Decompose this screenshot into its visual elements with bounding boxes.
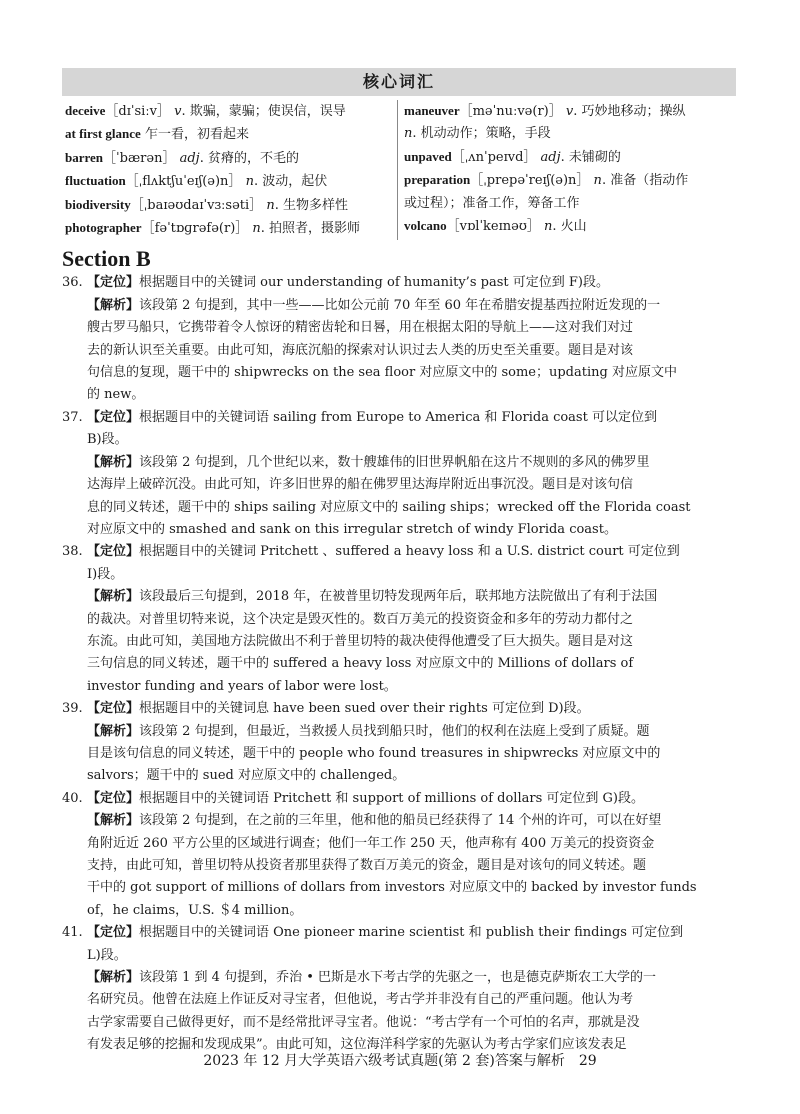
question-item	[62, 272, 736, 406]
question-number: 36.	[62, 275, 83, 291]
analysis-text: investor funding and years of labor were lost。	[87, 678, 397, 694]
analysis-line	[87, 609, 736, 631]
analysis-text: 的裁决。对普里切特来说，这个决定是毁灭性的。数百万美元的投资资金和多年的劳动力都付之	[87, 611, 634, 627]
analysis-text: 去的新认识至关重要。由此可知，海底沉船的探索对认识过去人类的历史至关重要。题目是对该	[87, 342, 634, 358]
vocab-pos: n	[539, 219, 553, 235]
analysis-text: 该段第 2 句提到，其中一些——比如公元前 70 年至 60 年在希腊安提基西拉附近发现的一	[139, 297, 661, 313]
vocab-entry-right	[404, 123, 736, 145]
analysis-block	[62, 452, 736, 542]
analysis-line	[87, 676, 736, 698]
analysis-block	[62, 295, 736, 407]
vocab-word: preparation	[404, 172, 471, 188]
analysis-line	[87, 967, 736, 989]
vocab-definition: . 机动动作；策略，手段	[412, 126, 551, 142]
analysis-tag: 【解析】	[87, 454, 140, 470]
analysis-line	[87, 833, 736, 855]
vocab-definition: . 巧妙地移动；操纵	[573, 104, 686, 119]
analysis-tag: 【解析】	[87, 589, 140, 605]
vocab-word: biodiversity	[65, 196, 131, 212]
question-item	[62, 541, 736, 698]
analysis-line	[87, 721, 736, 743]
vocab-pos: v	[170, 104, 182, 119]
vocab-pos: adj	[175, 150, 200, 166]
analysis-line	[87, 810, 736, 832]
locate-tag: 【定位】	[87, 701, 140, 717]
analysis-line	[87, 989, 736, 1011]
vocab-phonetic: ［ˌʌnˈpeɪvd］	[451, 149, 537, 165]
analysis-text: 该段第 2 句提到，在之前的三年里，他和他的船员已经获得了 14 个州的许可，可以在好望	[139, 813, 662, 829]
vocab-definition: . 生物多样性	[274, 197, 348, 213]
locate-line	[62, 922, 736, 944]
analysis-line	[87, 340, 736, 362]
question-item	[62, 922, 736, 1056]
locate-text: 根据题目中的关键词息 have been sued over their rights 可定位到 D)段。	[139, 701, 590, 717]
question-item	[62, 407, 736, 541]
vocab-entry-right	[404, 215, 736, 238]
locate-text: L)段。	[87, 947, 127, 963]
question-number: 37.	[62, 409, 83, 425]
locate-text: 根据题目中的关键词语 sailing from Europe to America 和 Florida coast 可以定位到	[139, 409, 657, 425]
locate-line	[62, 429, 736, 451]
question-number: 41.	[62, 925, 83, 941]
analysis-tag: 【解析】	[87, 723, 140, 739]
locate-line	[62, 564, 736, 586]
vocab-pos: n	[241, 174, 254, 190]
vocab-definition: . 拍照者，摄影师	[260, 221, 361, 237]
vocab-phonetic: ［vɒlˈkeɪnəʊ］	[446, 219, 540, 235]
analysis-text: 的 new。	[87, 387, 145, 403]
vocab-definition: . 贫瘠的，不毛的	[199, 150, 299, 166]
locate-line	[62, 788, 736, 810]
vocab-word: unpaved	[404, 148, 452, 164]
analysis-block	[62, 810, 736, 922]
vocab-definition: . 波动，起伏	[253, 174, 328, 190]
vocab-phonetic: ［ˈbærən］	[103, 150, 176, 166]
analysis-line	[87, 900, 736, 922]
vocab-entry-left	[65, 100, 397, 123]
analysis-text: 名研究员。他曾在法庭上作证反对寻宝者，但他说，考古学并非没有自己的严重问题。他认为考	[87, 992, 634, 1008]
vocab-definition: . 准备（指动作	[601, 173, 689, 189]
analysis-text: 息的同义转述，题干中的 ships sailing 对应原文中的 sailing ships；wrecked off the Florida coast	[87, 499, 691, 515]
vocab-left-column	[62, 100, 397, 240]
question-number: 39.	[62, 701, 83, 717]
vocab-word: barren	[65, 149, 104, 165]
vocab-phonetic: ［dɪˈsiːv］	[105, 104, 171, 119]
question-list	[62, 272, 736, 1056]
analysis-line	[87, 474, 736, 496]
locate-text: 根据题目中的关键词语 Pritchett 和 support of millions of dollars 可定位到 G)段。	[139, 790, 644, 806]
vocab-pos: n	[262, 197, 275, 213]
vocab-word: photographer	[65, 220, 142, 236]
analysis-text: 古学家需要自己做得更好，而不是经常批评寻宝者。他说：“考古学有一个可怕的名声，那就是没	[87, 1014, 640, 1030]
analysis-text: 有发表足够的挖掘和发现成果”。由此可知，这位海洋科学家的先驱认为考古学家们应该发表足	[87, 1037, 627, 1053]
vocab-entry-left	[65, 194, 397, 217]
analysis-text: 该段第 2 句提到，几个世纪以来，数十艘雄伟的旧世界帆船在这片不规则的多风的佛罗里	[139, 454, 650, 470]
question-item	[62, 698, 736, 788]
vocab-word: deceive	[65, 103, 106, 118]
page-footer: 2023 年 12 月大学英语六级考试真题(第 2 套)答案与解析 29	[203, 1053, 597, 1069]
analysis-line	[87, 855, 736, 877]
vocab-entry-right	[404, 146, 736, 169]
analysis-line	[87, 877, 736, 899]
question-number: 38.	[62, 544, 83, 560]
vocab-table	[62, 100, 736, 240]
analysis-text: 该段最后三句提到，2018 年，在被普里切特发现两年后，联邦地方法院做出了有利于法国	[139, 589, 658, 605]
analysis-text: 支持，由此可知，普里切特从投资者那里获得了数百万美元的资金，题目是对该句的同义转述。题	[87, 858, 647, 873]
locate-text: 根据题目中的关键词 Pritchett 、suffered a heavy loss 和 a U.S. district court 可定位到	[139, 544, 680, 560]
analysis-line	[87, 362, 736, 384]
analysis-text: 艘古罗马船只，它携带着令人惊讶的精密齿轮和日晷，用在根据太阳的导航上——这对我们对过	[87, 320, 634, 336]
vocab-phonetic: ［ˌbaɪəʊdaɪˈvɜːsəti］	[130, 197, 263, 213]
vocab-entry-right	[404, 193, 736, 215]
analysis-line	[87, 631, 736, 653]
vocab-phonetic: ［məˈnuːvə(r)］	[459, 104, 562, 119]
vocab-header: 核心词汇	[62, 68, 736, 96]
analysis-line	[87, 1012, 736, 1034]
analysis-line	[87, 384, 736, 406]
vocab-entry-right	[404, 100, 736, 123]
locate-tag: 【定位】	[87, 275, 140, 291]
vocab-entry-left	[65, 147, 397, 170]
analysis-tag: 【解析】	[87, 297, 140, 313]
vocab-phonetic: ［fəˈtɒɡrəfə(r)］	[141, 221, 249, 237]
analysis-block	[62, 967, 736, 1057]
locate-tag: 【定位】	[87, 409, 140, 425]
locate-text: B)段。	[87, 432, 128, 448]
vocab-pos: n	[404, 126, 413, 142]
vocab-word: maneuver	[404, 103, 460, 118]
locate-tag: 【定位】	[87, 925, 140, 941]
vocab-definition: . 火山	[552, 219, 587, 235]
analysis-tag: 【解析】	[87, 970, 140, 986]
vocab-entry-left	[65, 217, 397, 240]
vocab-entry-right	[404, 169, 736, 192]
section-title: Section B	[62, 246, 151, 272]
analysis-text: 角附近近 260 平方公里的区域进行调查；他们一年工作 250 天，他声称有 400 万美元的投资资金	[87, 835, 655, 851]
analysis-line	[87, 295, 736, 317]
analysis-text: 目是该句信息的同义转述，题干中的 people who found treasures in shipwrecks 对应原文中的	[87, 745, 661, 761]
analysis-line	[87, 653, 736, 675]
analysis-text: 该段第 1 到 4 句提到，乔治 • 巴斯是水下考古学的先驱之一，也是德克萨斯农工大学的一	[139, 970, 657, 986]
locate-text: I)段。	[87, 566, 124, 582]
vocab-definition: . 欺骗，蒙骗；使误信，误导	[181, 104, 346, 119]
question-number: 40.	[62, 790, 83, 806]
vocab-pos: adj	[536, 149, 561, 165]
vocab-phonetic: ［ˌprepəˈreɪʃ(ə)n］	[470, 173, 590, 189]
locate-tag: 【定位】	[87, 790, 140, 806]
analysis-line	[87, 452, 736, 474]
analysis-line	[87, 586, 736, 608]
analysis-line	[87, 497, 736, 519]
analysis-tag: 【解析】	[87, 813, 140, 829]
locate-tag: 【定位】	[87, 544, 140, 560]
locate-line	[62, 945, 736, 967]
analysis-text: 句信息的复现，题干中的 shipwrecks on the sea floor 对应原文中的 some；updating 对应原文中	[87, 365, 677, 381]
page	[62, 68, 736, 1057]
locate-line	[62, 541, 736, 563]
vocab-definition: 乍一看，初看起来	[140, 127, 249, 143]
vocab-entry-left	[65, 170, 397, 193]
vocab-phonetic: ［ˌflʌktʃuˈeɪʃ(ə)n］	[125, 174, 242, 190]
analysis-block	[62, 721, 736, 788]
vocab-definition: . 未铺砌的	[560, 149, 621, 165]
analysis-text: 对应原文中的 smashed and sank on this irregular stretch of windy Florida coast。	[87, 521, 617, 537]
vocab-pos: v	[561, 104, 574, 119]
locate-line	[62, 407, 736, 429]
analysis-text: 三句信息的同义转述，题干中的 suffered a heavy loss 对应原文中的 Millions of dollars of	[87, 656, 634, 672]
vocab-pos: n	[589, 173, 602, 189]
question-item	[62, 788, 736, 922]
vocab-word: fluctuation	[65, 173, 126, 189]
analysis-text: 东流。由此可知，美国地方法院做出不利于普里切特的裁决使得他遭受了巨大损失。题目是对这	[87, 633, 634, 649]
locate-text: 根据题目中的关键词 our understanding of humanity’s past 可定位到 F)段。	[139, 275, 609, 291]
analysis-block	[62, 586, 736, 698]
vocab-word: volcano	[404, 218, 447, 234]
vocab-pos: n	[248, 221, 261, 237]
analysis-line	[87, 519, 736, 541]
locate-line	[62, 698, 736, 720]
analysis-text: 达海岸上破碎沉没。由此可知，许多旧世界的船在佛罗里达海岸附近出事沉没。题目是对该句信	[87, 477, 634, 493]
analysis-text: 干中的 got support of millions of dollars from investors 对应原文中的 backed by investor funds	[87, 880, 697, 896]
locate-text: 根据题目中的关键词语 One pioneer marine scientist 和 publish their findings 可定位到	[139, 925, 684, 941]
analysis-line	[87, 765, 736, 787]
vocab-word: at first glance	[65, 126, 141, 142]
vocab-right-column	[397, 100, 736, 240]
analysis-line	[87, 317, 736, 339]
vocab-entry-left	[65, 123, 397, 146]
analysis-line	[87, 743, 736, 765]
analysis-text: 该段第 2 句提到，但最近，当救援人员找到船只时，他们的权利在法庭上受到了质疑。题	[139, 723, 650, 739]
analysis-text: salvors；题干中的 sued 对应原文中的 challenged。	[87, 768, 406, 784]
vocab-definition: 或过程）；准备工作，筹备工作	[404, 195, 580, 211]
analysis-text: of，he claims，U.S. ＄4 million。	[87, 902, 303, 918]
locate-line	[62, 272, 736, 294]
